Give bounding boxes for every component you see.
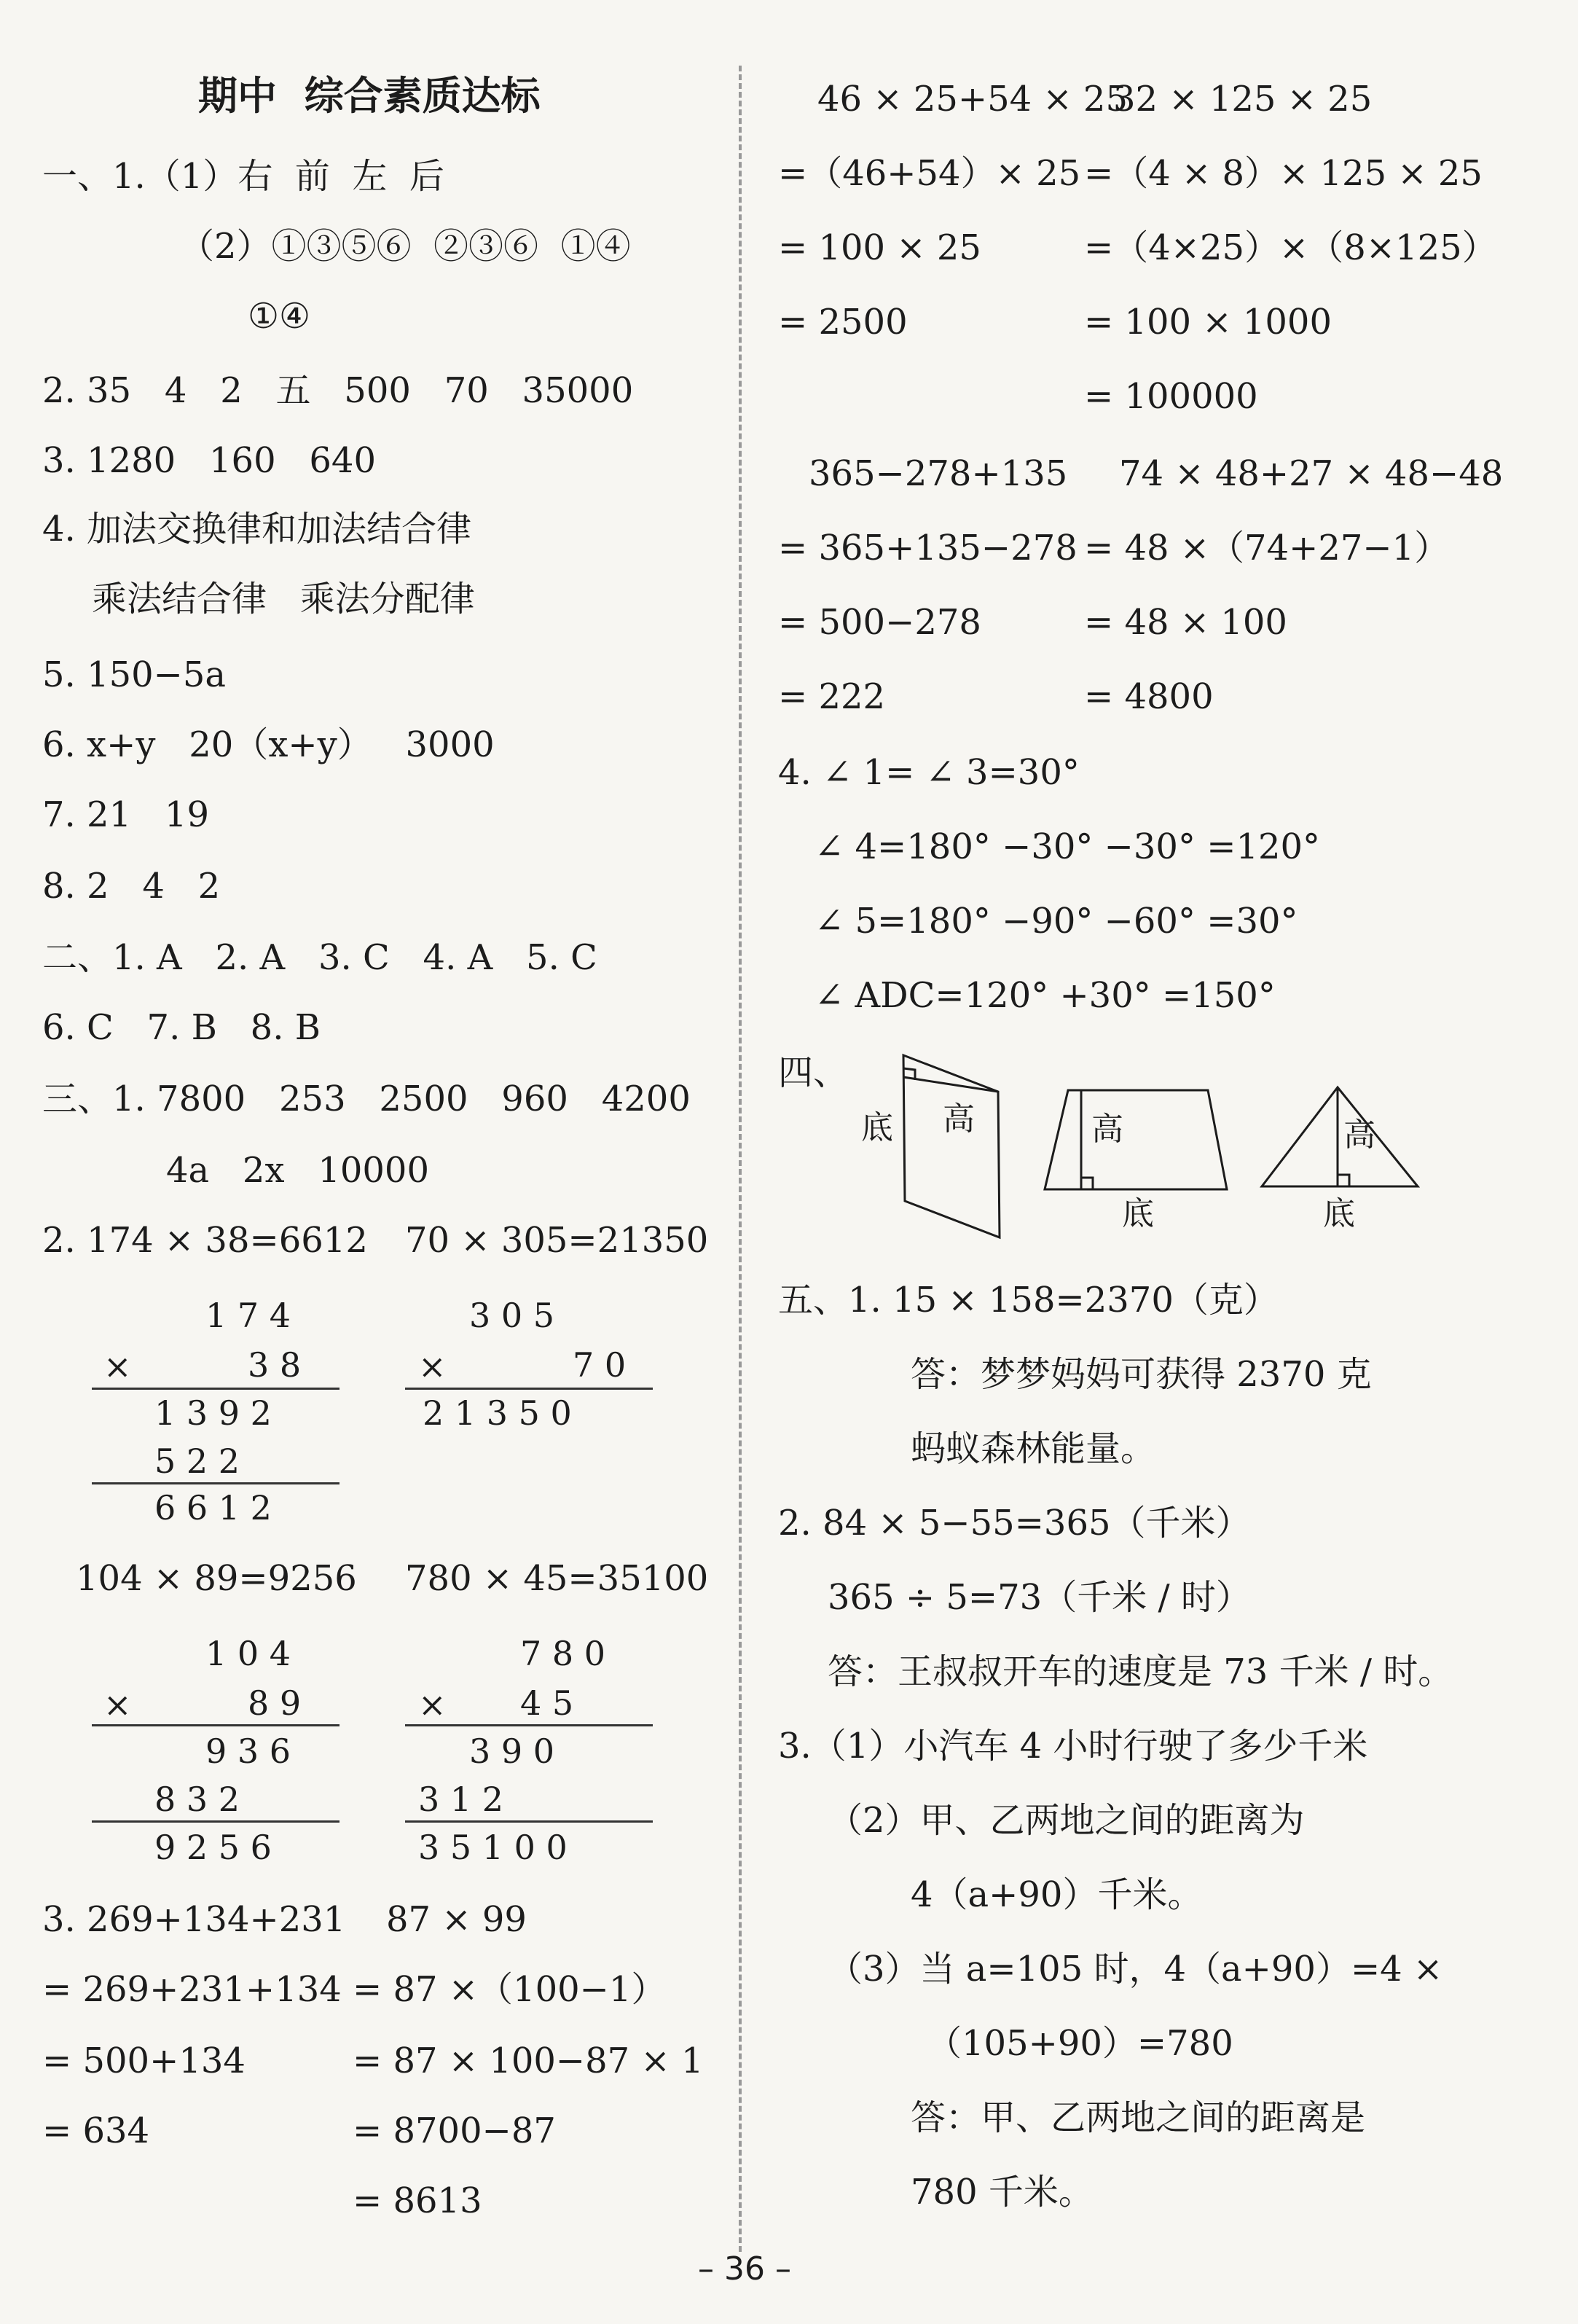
- mul-digit-row: 1 7 4: [205, 1296, 291, 1335]
- trapezoid-outline: [1045, 1090, 1227, 1189]
- answer-angle-4: ∠ ADC=120° +30° =150°: [814, 975, 1276, 1016]
- answer-3-3-b2: = 87 ×（100−1）: [353, 1969, 667, 2010]
- parallelogram-base-label: 底: [861, 1109, 893, 1146]
- triangle-figure: [1262, 1087, 1418, 1186]
- calc-4-l2: = 48 ×（74+27−1）: [1084, 528, 1450, 568]
- mul-digit-row: 3 5 1 0 0: [418, 1828, 568, 1867]
- answer-5-3-1: 3.（1）小汽车 4 小时行驶了多少千米: [778, 1726, 1368, 1767]
- answer-1-8: 8. 2 4 2: [42, 866, 221, 907]
- rule-line: [92, 1388, 339, 1390]
- mul-digit-row: 3 0 5: [469, 1296, 555, 1335]
- right-angle-mark: [1338, 1175, 1349, 1186]
- answer-1-1-2: （2）①③⑤⑥ ②③⑥ ①④: [179, 226, 631, 267]
- answer-1-6: 6. x+y 20（x+y） 3000: [42, 724, 495, 765]
- answer-5-2-calc-2: 365 ÷ 5=73（千米 / 时）: [828, 1577, 1251, 1618]
- answer-5-3-3-cont: （105+90）=780: [927, 2023, 1233, 2064]
- mul-digit-row: 7 8 0: [520, 1634, 606, 1673]
- calc-3-l4: = 222: [778, 676, 886, 717]
- mul-digit-row: 6 6 1 2: [154, 1488, 272, 1527]
- triangle-height-label: 高: [1343, 1116, 1375, 1154]
- answer-5-3-reply: 答：甲、乙两地之间的距离是: [911, 2097, 1366, 2138]
- mul-digit-row: 1 0 4: [205, 1634, 291, 1673]
- calc-3-l3: = 500−278: [778, 602, 981, 643]
- calc-4-l1: 74 × 48+27 × 48−48: [1119, 453, 1504, 494]
- answer-5-1-reply: 答：梦梦妈妈可获得 2370 克: [911, 1354, 1372, 1395]
- mul-digit-row: 3 9 0: [469, 1732, 555, 1771]
- calc-2-l4: = 100 × 1000: [1084, 302, 1332, 343]
- mul-digit-row: 1 3 9 2: [154, 1393, 272, 1433]
- answer-1-1-2-cont: ①④: [248, 296, 311, 337]
- mul-digit-row: 3 8: [248, 1345, 302, 1385]
- answer-3-3-b5: = 8613: [353, 2180, 482, 2221]
- triangle-outline: [1262, 1087, 1418, 1186]
- answer-3-2-c: 104 × 89=9256: [76, 1558, 357, 1599]
- mul-digit-row: 9 3 6: [205, 1732, 291, 1771]
- triangle-base-label: 底: [1323, 1195, 1355, 1232]
- answer-5-3-3: （3）当 a=105 时，4（a+90）=4 ×: [828, 1949, 1443, 1990]
- answer-angle-1: 4. ∠ 1= ∠ 3=30°: [778, 752, 1080, 793]
- mul-digit-row: 2 1 3 5 0: [423, 1393, 572, 1433]
- mul-digit-row: 4 5: [520, 1683, 574, 1723]
- answer-3-3-b3: = 87 × 100−87 × 1: [353, 2041, 704, 2081]
- answer-5-2-calc: 2. 84 × 5−55=365（千米）: [778, 1503, 1251, 1544]
- answer-3-1: 三、1. 7800 253 2500 960 4200: [42, 1079, 691, 1119]
- answer-1-1-1: 一、1.（1）右 前 左 后: [42, 156, 444, 197]
- answer-5-2-reply: 答：王叔叔开车的速度是 73 千米 / 时。: [828, 1651, 1453, 1692]
- answer-3-3-b1: 87 × 99: [386, 1899, 527, 1940]
- parallelogram-outline: [903, 1055, 1000, 1237]
- parallelogram-figure: [903, 1055, 1000, 1237]
- trapezoid-figure: [1045, 1090, 1227, 1189]
- rule-line: [92, 1820, 339, 1823]
- mul-digit-row: 5 2 2: [154, 1441, 240, 1481]
- answer-5-3-2-cont: 4（a+90）千米。: [911, 1874, 1203, 1915]
- calc-2-l3: =（4×25）×（8×125）: [1084, 227, 1497, 268]
- answer-5-3-reply-cont: 780 千米。: [911, 2172, 1094, 2213]
- answer-1-5: 5. 150−5a: [42, 654, 227, 695]
- right-angle-mark: [1081, 1178, 1093, 1189]
- answer-5-3-2: （2）甲、乙两地之间的距离为: [828, 1800, 1305, 1841]
- answer-angle-2: ∠ 4=180° −30° −30° =120°: [814, 826, 1321, 867]
- answer-3-1-cont: 4a 2x 10000: [166, 1150, 430, 1191]
- answer-3-2-d: 780 × 45=35100: [405, 1558, 709, 1599]
- times-sign: ×: [418, 1685, 447, 1724]
- answer-1-2: 2. 35 4 2 五 500 70 35000: [42, 370, 634, 411]
- trapezoid-base-label: 底: [1122, 1195, 1154, 1232]
- answer-3-2-b: 70 × 305=21350: [405, 1220, 709, 1261]
- answer-3-2-a: 2. 174 × 38=6612: [42, 1220, 368, 1261]
- answer-3-3-a2: = 269+231+134: [42, 1969, 342, 2010]
- rule-line: [92, 1482, 339, 1484]
- geometry-figures: [845, 1042, 1501, 1261]
- calc-3-l2: = 365+135−278: [778, 528, 1077, 568]
- section-four-label: 四、: [778, 1052, 849, 1093]
- answer-3-3-a1: 3. 269+134+231: [42, 1899, 346, 1940]
- answer-1-3: 3. 1280 160 640: [42, 440, 376, 481]
- answer-2-row1: 二、1. A 2. A 3. C 4. A 5. C: [42, 937, 597, 978]
- rule-line: [92, 1724, 339, 1726]
- answer-1-7: 7. 21 19: [42, 794, 209, 835]
- rule-line: [405, 1388, 653, 1390]
- calc-3-l1: 365−278+135: [809, 453, 1068, 494]
- page-number: – 36 –: [698, 2250, 791, 2288]
- answer-3-3-b4: = 8700−87: [353, 2110, 556, 2151]
- calc-2-l2: =（4 × 8）× 125 × 25: [1084, 153, 1483, 194]
- parallelogram-height-label: 高: [943, 1100, 975, 1138]
- times-sign: ×: [418, 1347, 447, 1386]
- answer-1-4: 4. 加法交换律和加法结合律: [42, 509, 472, 549]
- answer-5-1-calc: 五、1. 15 × 158=2370（克）: [778, 1280, 1279, 1321]
- calc-1-l2: =（46+54）× 25: [778, 153, 1081, 194]
- calc-1-l4: = 2500: [778, 302, 908, 343]
- answer-angle-3: ∠ 5=180° −90° −60° =30°: [814, 901, 1298, 942]
- mul-digit-row: 7 0: [573, 1345, 627, 1385]
- rule-line: [405, 1724, 653, 1726]
- rule-line: [405, 1820, 653, 1823]
- calc-4-l3: = 48 × 100: [1084, 602, 1287, 643]
- answer-3-3-a4: = 634: [42, 2110, 150, 2151]
- trapezoid-height-label: 高: [1091, 1111, 1123, 1148]
- answer-1-4-cont: 乘法结合律 乘法分配律: [92, 579, 475, 619]
- answer-3-3-a3: = 500+134: [42, 2041, 246, 2081]
- calc-1-l1: 46 × 25+54 × 25: [817, 79, 1128, 120]
- parallelogram-height: [903, 1077, 998, 1092]
- mul-digit-row: 8 3 2: [154, 1780, 240, 1819]
- page-title: 期中 综合素质达标: [198, 73, 541, 119]
- calc-4-l4: = 4800: [1084, 676, 1214, 717]
- mul-digit-row: 8 9: [248, 1683, 302, 1723]
- calc-2-l5: = 100000: [1084, 376, 1258, 417]
- mul-digit-row: 9 2 5 6: [154, 1828, 272, 1867]
- times-sign: ×: [103, 1347, 132, 1386]
- calc-1-l3: = 100 × 25: [778, 227, 981, 268]
- column-divider: [739, 66, 742, 2252]
- answer-2-row2: 6. C 7. B 8. B: [42, 1007, 321, 1048]
- calc-2-l1: 32 × 125 × 25: [1113, 79, 1373, 120]
- times-sign: ×: [103, 1685, 132, 1724]
- answer-5-1-reply-cont: 蚂蚁森林能量。: [911, 1428, 1156, 1469]
- mul-digit-row: 3 1 2: [418, 1780, 504, 1819]
